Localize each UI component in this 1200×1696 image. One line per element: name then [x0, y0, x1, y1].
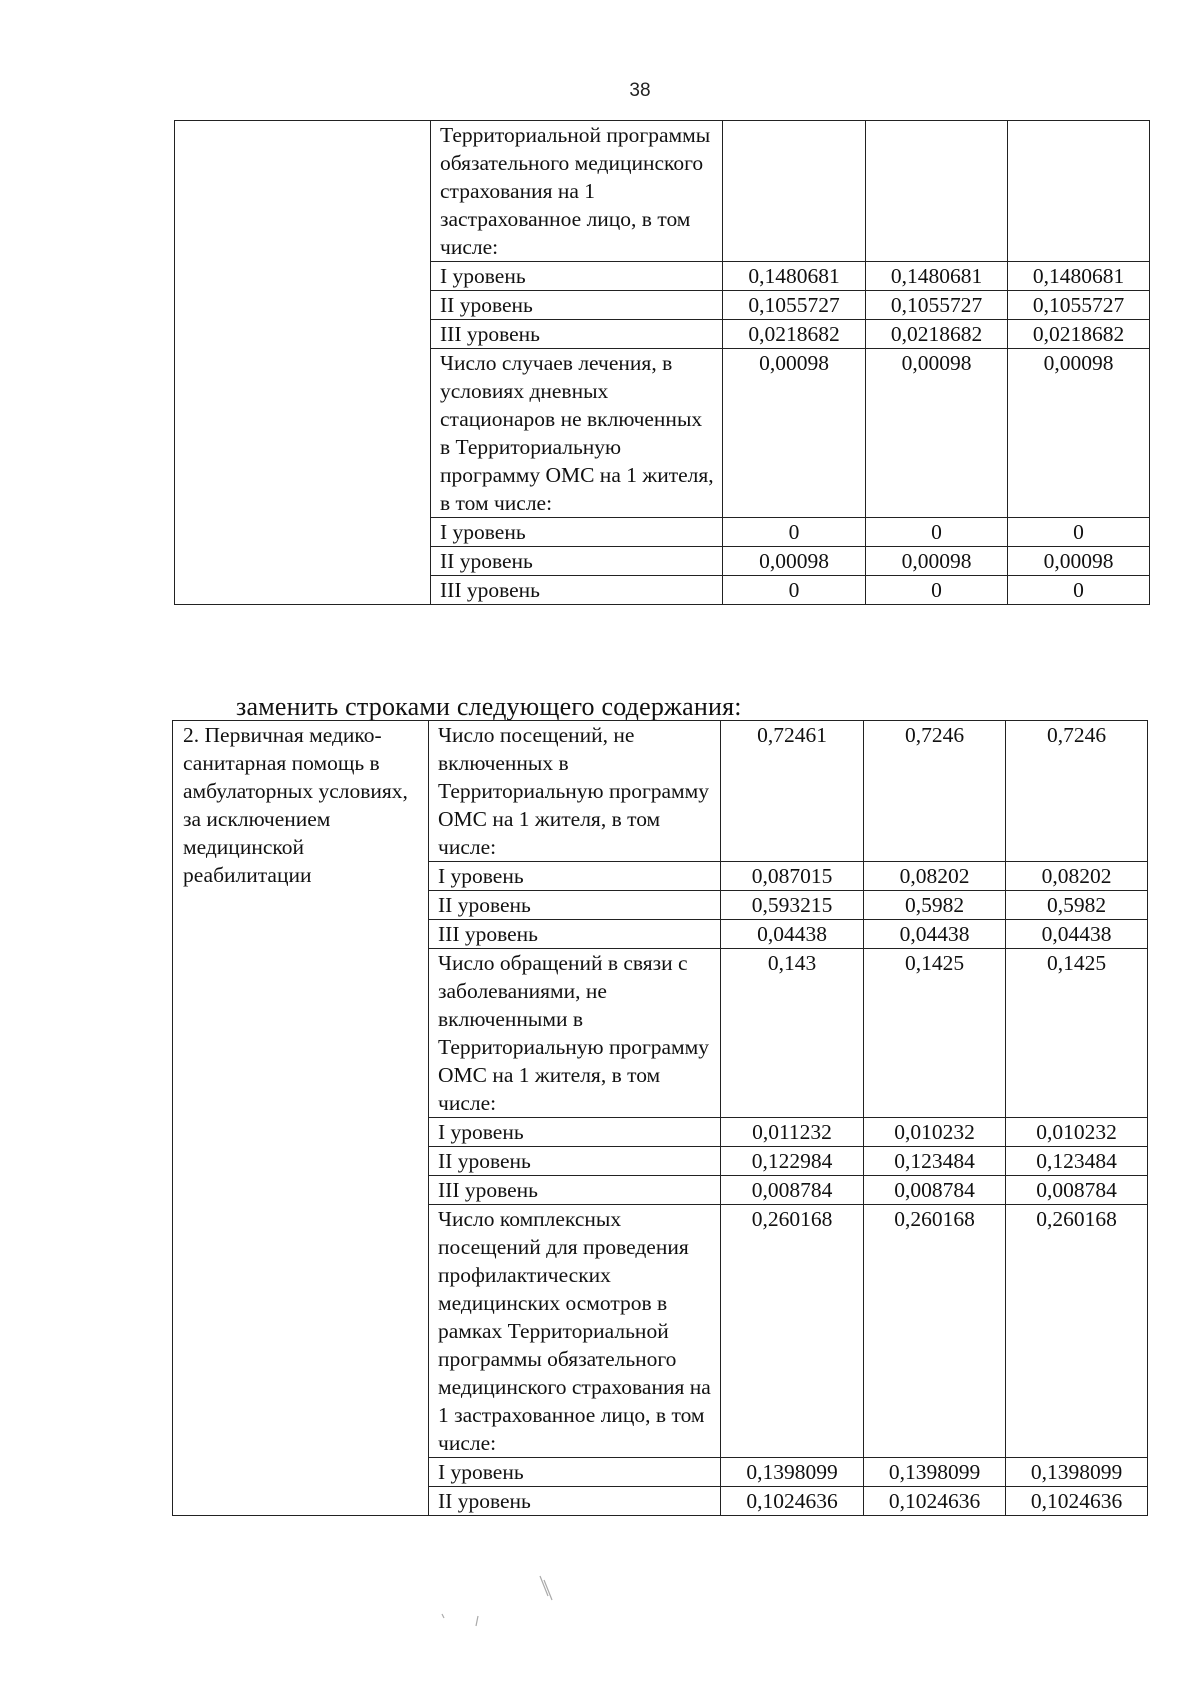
- value-cell: 0,1024636: [721, 1487, 864, 1516]
- table-row: [173, 721, 1148, 862]
- category-cell: 2. Первичная медико-санитарная помощь в амбулаторных условиях, за исключением медицинской реабилитации: [173, 721, 429, 1516]
- indicator-label: Число посещений, не включенных в Территориальную программу ОМС на 1 жителя, в том числе:: [429, 721, 721, 862]
- value-cell: 0,7246: [864, 721, 1006, 862]
- value-cell: 0,08202: [1006, 862, 1148, 891]
- indicator-label: Число случаев лечения, в условиях дневных стационаров не включенных в Территориальную программу ОМС на 1 жителя, в том числе:: [431, 349, 723, 518]
- value-cell: 0,1055727: [723, 291, 866, 320]
- value-cell: 0,008784: [1006, 1176, 1148, 1205]
- value-cell: 0,00098: [1008, 547, 1150, 576]
- value-cell: 0: [1008, 576, 1150, 605]
- value-cell: 0: [723, 518, 866, 547]
- value-cell: 0,0218682: [723, 320, 866, 349]
- value-cell: 0,260168: [864, 1205, 1006, 1458]
- indicator-label: III уровень: [429, 920, 721, 949]
- value-cell: 0,1480681: [723, 262, 866, 291]
- indicator-label: III уровень: [431, 576, 723, 605]
- value-cell: 0,593215: [721, 891, 864, 920]
- value-cell: 0,010232: [1006, 1118, 1148, 1147]
- value-cell: 0,1425: [864, 949, 1006, 1118]
- indicator-label: II уровень: [429, 891, 721, 920]
- value-cell: 0: [866, 576, 1008, 605]
- value-cell: 0: [723, 576, 866, 605]
- value-cell: 0,1024636: [1006, 1487, 1148, 1516]
- value-cell: 0,1398099: [864, 1458, 1006, 1487]
- indicator-label: I уровень: [431, 262, 723, 291]
- value-cell: 0,123484: [864, 1147, 1006, 1176]
- indicator-label: III уровень: [429, 1176, 721, 1205]
- indicator-label: I уровень: [431, 518, 723, 547]
- value-cell: 0,260168: [721, 1205, 864, 1458]
- indicator-label: I уровень: [429, 862, 721, 891]
- value-cell: 0,008784: [864, 1176, 1006, 1205]
- value-cell: 0,00098: [866, 349, 1008, 518]
- indicator-label: II уровень: [429, 1147, 721, 1176]
- value-cell: 0,0218682: [866, 320, 1008, 349]
- value-cell: 0: [1008, 518, 1150, 547]
- value-cell: 0,1425: [1006, 949, 1148, 1118]
- indicator-label: II уровень: [431, 291, 723, 320]
- value-cell: 0,1055727: [866, 291, 1008, 320]
- value-cell: 0,1480681: [866, 262, 1008, 291]
- value-cell: 0,008784: [721, 1176, 864, 1205]
- value-cell: 0,04438: [864, 920, 1006, 949]
- value-cell: 0,010232: [864, 1118, 1006, 1147]
- value-cell: 0,1055727: [1008, 291, 1150, 320]
- value-cell: 0,04438: [721, 920, 864, 949]
- bottom-table: [172, 720, 1148, 1516]
- replace-caption: заменить строками следующего содержания:: [236, 692, 742, 721]
- value-cell: 0,260168: [1006, 1205, 1148, 1458]
- value-cell: 0,1480681: [1008, 262, 1150, 291]
- value-cell: 0,00098: [866, 547, 1008, 576]
- indicator-label: II уровень: [431, 547, 723, 576]
- value-cell: 0,7246: [1006, 721, 1148, 862]
- indicator-label: Число обращений в связи с заболеваниями, не включенными в Территориальную программу ОМС на 1 жителя, в том числе:: [429, 949, 721, 1118]
- value-cell: 0,011232: [721, 1118, 864, 1147]
- indicator-label: Территориальной программы обязательного медицинского страхования на 1 застрахованное лицо, в том числе:: [431, 121, 723, 262]
- value-cell: 0,1024636: [864, 1487, 1006, 1516]
- value-cell: 0,122984: [721, 1147, 864, 1176]
- value-cell: 0,5982: [864, 891, 1006, 920]
- value-cell: 0,04438: [1006, 920, 1148, 949]
- value-cell: 0,1398099: [721, 1458, 864, 1487]
- category-cell-empty: [175, 121, 431, 605]
- value-cell: 0,72461: [721, 721, 864, 862]
- value-cell: [866, 121, 1008, 262]
- value-cell: 0,087015: [721, 862, 864, 891]
- value-cell: [1008, 121, 1150, 262]
- indicator-label: Число комплексных посещений для проведения профилактических медицинских осмотров в рамках Территориальной программы обязательного медицинского страхования на 1 застрахованное лицо, в том числе:: [429, 1205, 721, 1458]
- page-number: 38: [629, 80, 651, 101]
- value-cell: 0: [866, 518, 1008, 547]
- value-cell: [723, 121, 866, 262]
- value-cell: 0,00098: [723, 349, 866, 518]
- table-row: [175, 121, 1150, 262]
- indicator-label: I уровень: [429, 1458, 721, 1487]
- value-cell: 0,143: [721, 949, 864, 1118]
- value-cell: 0,00098: [723, 547, 866, 576]
- value-cell: 0,5982: [1006, 891, 1148, 920]
- value-cell: 0,08202: [864, 862, 1006, 891]
- value-cell: 0,00098: [1008, 349, 1150, 518]
- value-cell: 0,0218682: [1008, 320, 1150, 349]
- indicator-label: I уровень: [429, 1118, 721, 1147]
- value-cell: 0,1398099: [1006, 1458, 1148, 1487]
- top-table: [174, 120, 1150, 605]
- scan-marks: [430, 1570, 630, 1630]
- value-cell: 0,123484: [1006, 1147, 1148, 1176]
- indicator-label: III уровень: [431, 320, 723, 349]
- indicator-label: II уровень: [429, 1487, 721, 1516]
